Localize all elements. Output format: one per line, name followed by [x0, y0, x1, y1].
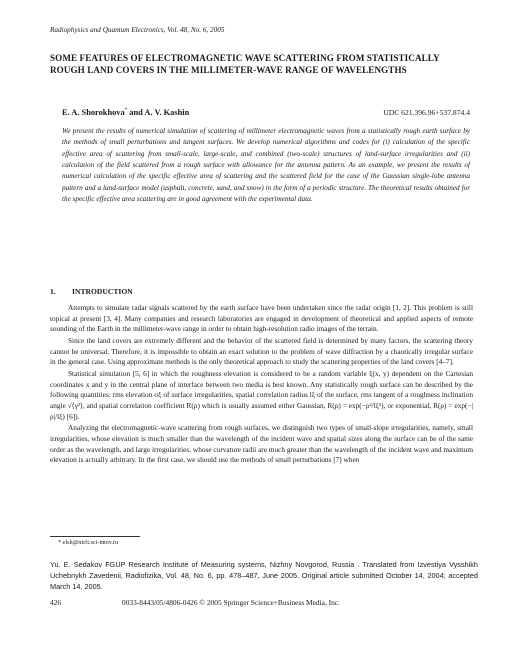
paper-title: SOME FEATURES OF ELECTROMAGNETIC WAVE SCATTERING FROM STATISTICALLY ROUGH LAND COVERS IN THE MILLIMETER-WAVE RANGE OF WAVELENGTHS — [50, 53, 440, 76]
body-text — [50, 303, 473, 467]
abstract: We present the results of numerical simulation of scattering of millimeter electromagnetic waves from a statistically rough earth surface by the methods of small perturbations and tangent surfaces. We develop numerical algorithms and codes for (i) calculation of the specific effective area of scattering from small-scale, large-scale, and combined (two-scale) structures of land-surface irregularities and (ii) calculation of the field scattered from a rough surface with allowance for the antenna pattern. As an example, we present the results of numerical calculation of the specific effective area of scattering and the scattered field for the case of the Gaussian single-lobe antenna pattern and a land-surface model (asphalt, concrete, sand, and snow) in the form of a periodic structure. The theoretical results obtained for the specific effective area scattering are in good agreement with the experimental data. — [62, 127, 470, 204]
translation-note: Yu. E. Sedakov FGUP Research Institute of Measuring systems, Nizhny Novgorod, Russia . Translated from Izvestiya Vysshikh Uchebnykh Zavedenii, Radiofizika, Vol. 48, No. 6, pp. 478–487, June 2005. Original article submitted October 14, 2004; accepted March 14, 2005. — [50, 560, 478, 592]
paragraph-4: Analyzing the electromagnetic-wave scattering from rough surfaces, we distinguish two types of small-slope irregularities, namely, small irregularities, whose elevation is much smaller than the wavelength of the incident wave and spatial sizes along the surface can be of the same order as the wavelength, and large irregularities, whose curvature radii are much greater than the wavelength of the incident wave and maximum elevation is actually arbitrary. In the first case, we should use the methods of small perturbations [7] when — [50, 423, 473, 465]
section-number: 1. — [50, 287, 56, 296]
page-number: 426 — [50, 598, 62, 607]
paragraph-1: Attempts to simulate radar signals scattered by the earth surface have been undertaken since the radar origin [1, 2]. This problem is still topical at present [3, 4]. Many companies and research laboratories are engaged in development of theoretical and applied aspects of remote sounding of the Earth in the millimeter-wave range in order to obtain high-resolution radio images of the terrain. — [50, 303, 473, 334]
paragraph-2: Since the land covers are extremely different and the behavior of the scattered field is determined by many factors, the scattering theory cannot be universal. Therefore, it is impossible to obtain an exact solution to the problem of wave diffraction by a chaotically irregular surface in the general case. Using approximate methods is the only theoretical approach to study the scattering properties of the land covers [4–7]. — [50, 335, 473, 367]
section-heading — [50, 287, 133, 296]
author-rest: and A. V. Kashin — [127, 108, 190, 117]
copyright-line: 0033-8443/05/4806-0426 © 2005 Springer Science+Business Media, Inc. — [122, 598, 340, 607]
authors — [62, 108, 189, 117]
paragraph-3: Statistical simulation [5, 6] in which the roughness elevation is considered to be a random variable ξ(x, y) dependent on the Cartesian coordinates x and y in the central plane of interface between two media is best known. Any statistically rough surface can be described by the following quantities: rms elevation σξ of surface irregularities, spatial correlation radius lξ of the surface, rms tangent of a roughness inclination angle √⟨γ²⟩, and spatial correlation coefficient R(ρ) which is usually assumed either Gaussian, R(ρ) = exp(−ρ²/lξ²), or exponential, R(ρ) = exp(−|ρ|/lξ) [6]). — [50, 368, 473, 421]
footnote: * elsh@nirfi.sci-nnov.ru — [58, 539, 119, 546]
author-first: E. A. Shorokhova — [62, 108, 125, 117]
section-title: INTRODUCTION — [72, 287, 133, 296]
footnote-divider — [50, 536, 140, 537]
author-footnote-mark: * — [124, 108, 128, 114]
journal-header: Radiophysics and Quantum Electronics, Vol. 48, No. 6, 2005 — [50, 26, 225, 34]
udc-code: UDC 621.396.96+537.874.4 — [383, 108, 470, 117]
